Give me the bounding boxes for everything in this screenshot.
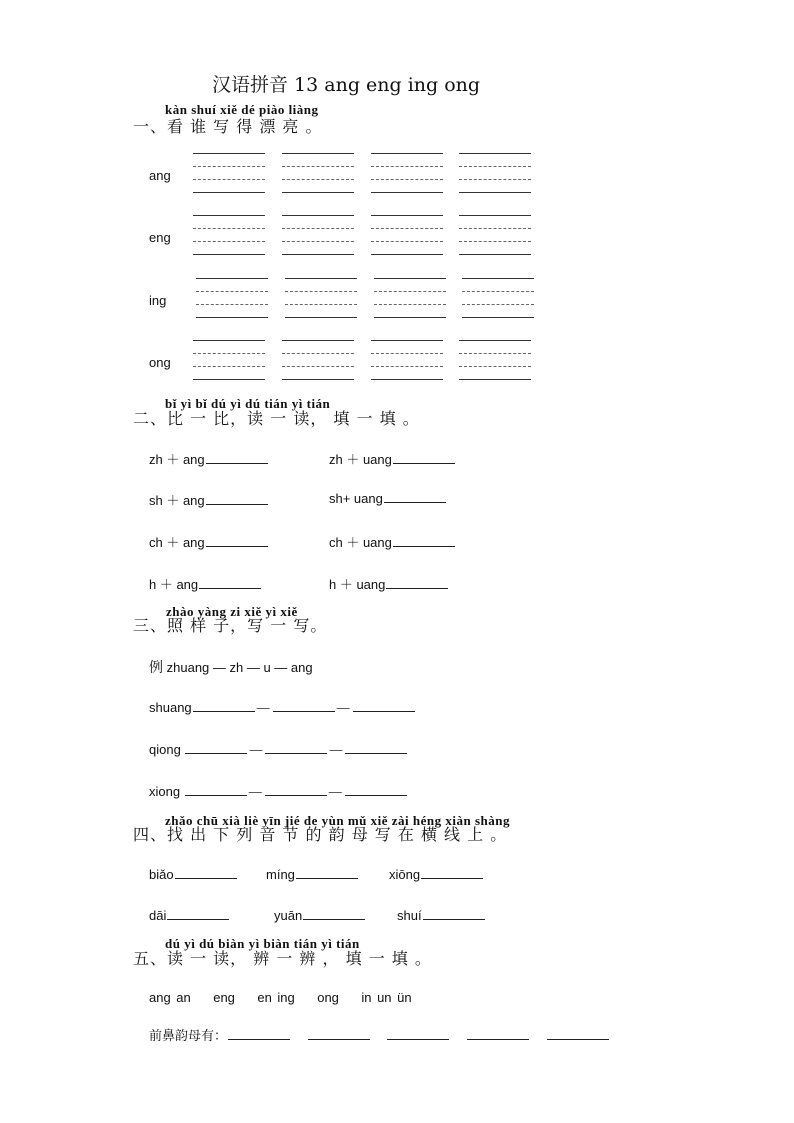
four-line-grid[interactable] [193,215,265,255]
four-line-grid[interactable] [285,278,357,318]
compare-left-item [149,574,261,593]
answer-blank[interactable] [308,1027,370,1040]
four-line-grid[interactable] [459,340,531,380]
syllable-item [266,866,358,882]
syllable-text: xiōng [389,867,421,882]
syllable-item [389,866,483,882]
split-syllable: shuang [149,700,192,715]
syllable-item [149,907,229,923]
answer-blank[interactable] [421,866,483,879]
compare-text: ch ＋ uang [329,535,392,550]
dash: — [248,784,262,799]
answer-blank[interactable] [265,783,327,796]
answer-blank[interactable] [265,741,327,754]
four-line-grid[interactable] [193,153,265,193]
answer-blank[interactable] [547,1027,609,1040]
answer-blank[interactable] [386,576,448,589]
answer-blank[interactable] [185,741,247,754]
example-prefix: 例 [149,660,163,676]
front-nasal-prompt: 前鼻韵母有： [149,1029,228,1044]
answer-blank[interactable] [175,866,237,879]
compare-left-item [149,532,268,551]
section4-pinyin: zhǎo chū xià liè yīn jié de yùn mǔ xiě zài héng xiàn shàng [165,813,511,828]
syllable-item [149,866,237,882]
dash: — [336,700,350,715]
four-line-grid[interactable] [459,153,531,193]
page-title: 汉语拼音 13 ang eng ing ong [212,74,481,96]
dash: — [328,784,342,799]
answer-blank[interactable] [193,699,255,712]
four-line-grid[interactable] [371,340,443,380]
compare-text: zh ＋ ang [149,452,205,467]
split-syllable: qiong [149,742,181,757]
split-row [149,741,407,757]
answer-blank[interactable] [185,783,247,796]
example-line [149,657,313,677]
four-line-grid[interactable] [282,215,354,255]
compare-text: ch ＋ ang [149,535,205,550]
compare-text: sh ＋ ang [149,493,205,508]
syllable-item [274,907,365,923]
syllable-text: míng [266,867,295,882]
compare-right-item [329,490,446,506]
answer-blank[interactable] [393,534,455,547]
four-line-grid[interactable] [282,153,354,193]
answer-blank[interactable] [353,699,415,712]
four-line-grid[interactable] [282,340,354,380]
section1-heading: 一、看 谁 写 得 漂 亮 。 [133,117,323,136]
finals-list: ang an eng en ing ong in un ün [149,990,412,1005]
answer-blank[interactable] [423,907,485,920]
compare-left-item [149,449,268,468]
compare-right-item [329,532,455,551]
dash: — [249,742,263,757]
writing-row-label: eng [149,230,171,245]
section5-heading: 五、读 一 读， 辨 一 辨 ， 填 一 填 。 [133,949,432,968]
section2-pinyin: bǐ yì bǐ dú yì dú tián yì tián [165,396,331,411]
compare-text: h ＋ ang [149,577,199,592]
section2-heading: 二、比 一 比，读 一 读， 填 一 填 。 [133,409,420,428]
section1-pinyin: kàn shuí xiě dé piào liàng [165,102,319,117]
front-nasal-answer-line [149,1025,609,1044]
answer-blank[interactable] [206,451,268,464]
answer-blank[interactable] [467,1027,529,1040]
compare-right-item [329,449,455,468]
answer-blank[interactable] [345,783,407,796]
syllable-text: shuí [397,908,422,923]
answer-blank[interactable] [384,490,446,503]
answer-blank[interactable] [303,907,365,920]
section3-pinyin: zhào yàng zi xiě yì xiě [166,604,298,619]
dash: — [329,742,343,757]
answer-blank[interactable] [206,492,268,505]
split-row [149,699,415,715]
writing-row-label: ong [149,355,171,370]
answer-blank[interactable] [167,907,229,920]
syllable-text: yuān [274,908,303,923]
split-row [149,783,407,799]
example-text: zhuang — zh — u — ang [166,660,313,675]
answer-blank[interactable] [393,451,455,464]
answer-blank[interactable] [296,866,358,879]
answer-blank[interactable] [273,699,335,712]
answer-blank[interactable] [345,741,407,754]
dash: — [256,700,270,715]
section4-heading: 四、找 出 下 列 音 节 的 韵 母 写 在 横 线 上 。 [133,825,508,844]
compare-left-item [149,490,268,509]
section3-heading: 三、照 样 子，写 一 写。 [133,616,328,635]
compare-text: zh ＋ uang [329,452,392,467]
answer-blank[interactable] [228,1027,290,1040]
writing-row-label: ang [149,168,171,183]
section5-pinyin: dú yì dú biàn yì biàn tián yì tián [165,936,360,951]
four-line-grid[interactable] [371,215,443,255]
syllable-text: dāi [149,908,167,923]
answer-blank[interactable] [387,1027,449,1040]
compare-right-item [329,574,448,593]
writing-row-label: ing [149,293,167,308]
syllable-text: biǎo [149,867,174,882]
answer-blank[interactable] [206,534,268,547]
four-line-grid[interactable] [374,278,446,318]
four-line-grid[interactable] [459,215,531,255]
answer-blank[interactable] [199,576,261,589]
four-line-grid[interactable] [193,340,265,380]
compare-text: sh+ uang [329,491,383,506]
four-line-grid[interactable] [196,278,268,318]
split-syllable: xiong [149,784,181,799]
four-line-grid[interactable] [371,153,443,193]
syllable-item [397,907,485,923]
compare-text: h ＋ uang [329,577,386,592]
four-line-grid[interactable] [462,278,534,318]
